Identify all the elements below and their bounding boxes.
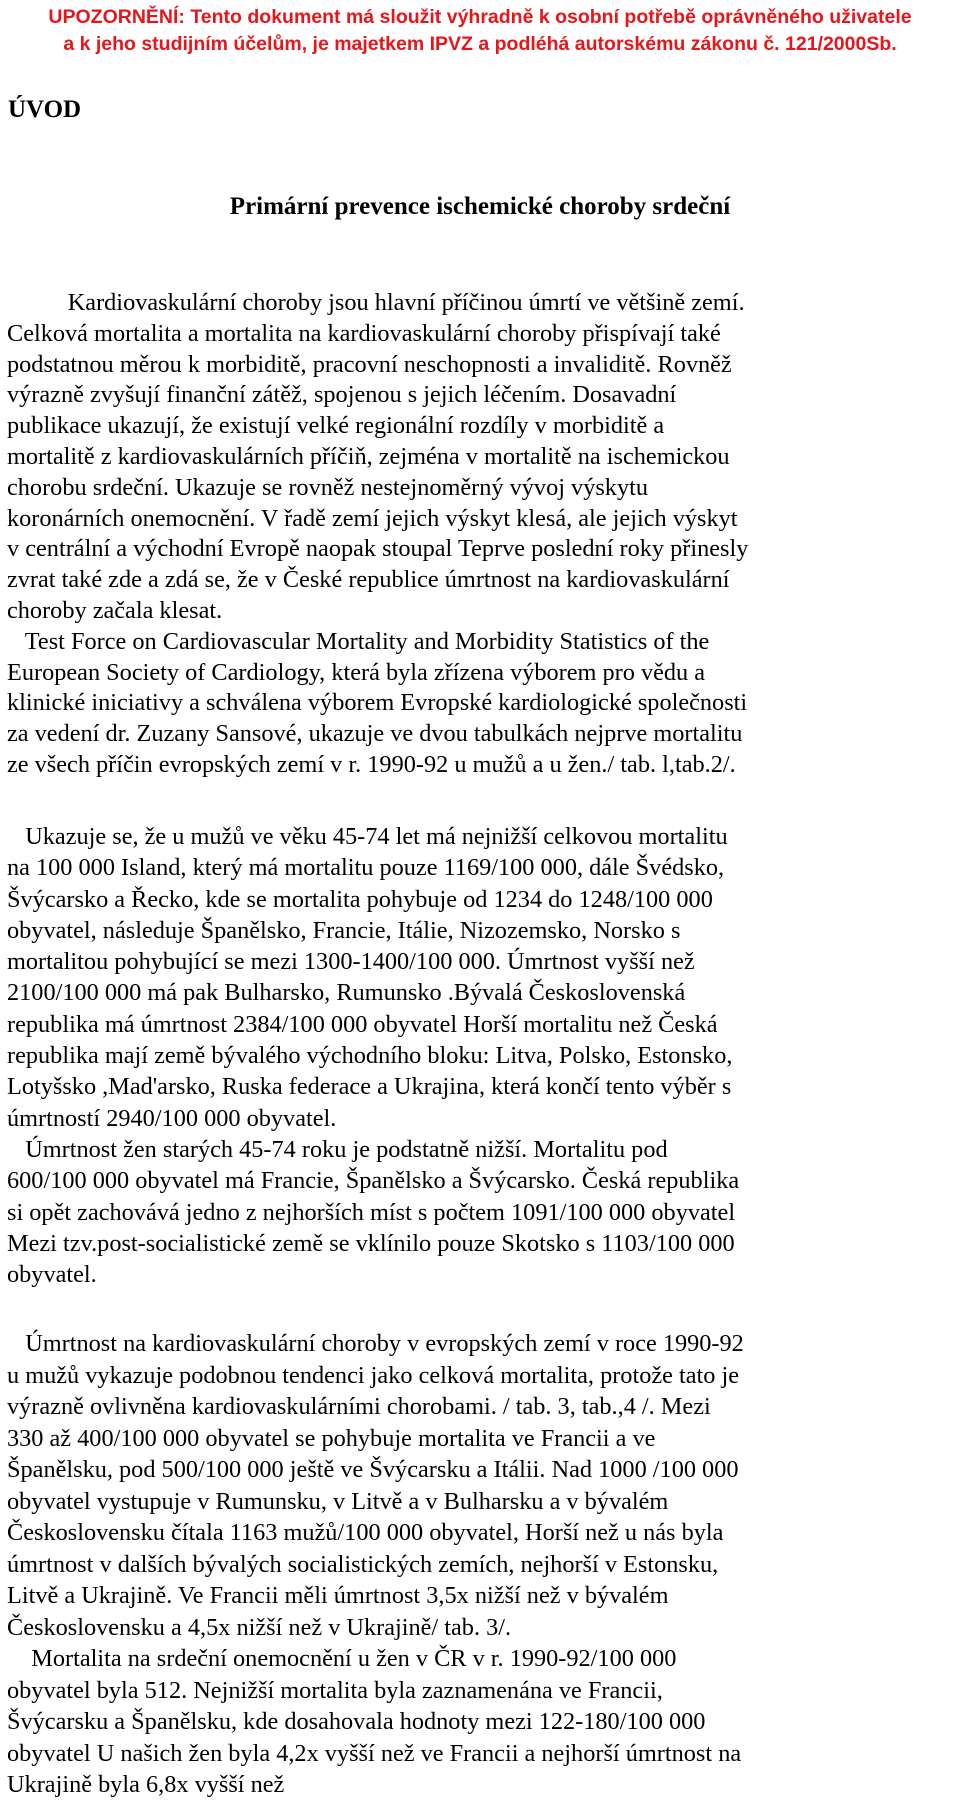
- text-line: 330 až 400/100 000 obyvatel se pohybuje mortalita ve Francii a ve: [7, 1424, 656, 1452]
- text-line: Lotyšsko ,Mad'arsko, Ruska federace a Ukrajina, která končí tento výběr s: [7, 1073, 732, 1101]
- text-line: klinické iniciativy a schválena výborem Evropské kardiologické společnosti: [7, 689, 748, 717]
- text-line: výrazně ovlivněna kardiovaskulárními chorobami. / tab. 3, tab.,4 /. Mezi: [7, 1393, 711, 1420]
- paragraph-block-cardio-mortality: [7, 1328, 957, 1801]
- text-line: publikace ukazují, že existují velké regionální rozdíly v morbiditě a: [7, 412, 665, 440]
- text-line: Ukazuje se, že u mužů ve věku 45-74 let má nejnižší celkovou mortalitu: [7, 823, 728, 850]
- copyright-warning: [0, 4, 960, 58]
- text-line: Mortalita na srdeční onemocnění u žen v ČR v r. 1990-92/100 000: [7, 1645, 677, 1672]
- text-line: Mezi tzv.post-socialistické země se vklínilo pouze Skotsko s 1103/100 000: [7, 1229, 735, 1257]
- text-line: výrazně zvyšují finanční zátěž, spojenou s jejich léčením. Dosavadní: [7, 381, 677, 409]
- text-line: mortalitě z kardiovaskulárních příčiň, zejména v mortalitě na ischemickou: [7, 442, 730, 470]
- text-line: obyvatel byla 512. Nejnižší mortalita byla zaznamenána ve Francii,: [7, 1676, 663, 1704]
- section-heading: ÚVOD: [8, 96, 82, 123]
- text-line: úmrtností 2940/100 000 obyvatel.: [7, 1104, 337, 1132]
- text-line: Úmrtnost žen starých 45-74 roku je podstatně nižší. Mortalitu pod: [7, 1135, 668, 1163]
- text-line: si opět zachovává jedno z nejhorších míst s počtem 1091/100 000 obyvatel: [7, 1198, 736, 1226]
- text-line: Švýcarsko a Řecko, kde se mortalita pohybuje od 1234 do 1248/100 000: [7, 885, 713, 913]
- paragraph-block-men-mortality: [7, 821, 957, 1290]
- text-line: mortalitou pohybující se mezi 1300-1400/100 000. Úmrtnost vyšší než: [7, 948, 695, 976]
- warning-line-2: a k jeho studijním účelům, je majetkem IPVZ a podléhá autorskému zákonu č. 121/2000Sb.: [63, 33, 897, 55]
- text-line: úmrtnost v dalších bývalých socialistických zemích, nejhorší v Estonsku,: [7, 1550, 719, 1578]
- text-line: Španělsku, pod 500/100 000 ještě ve Švýcarsku a Itálii. Nad 1000 /100 000: [7, 1456, 739, 1483]
- text-line: Švýcarsku a Španělsku, kde dosahovala hodnoty mezi 122-180/100 000: [7, 1708, 706, 1735]
- text-line: koronárních onemocnění. V řadě zemí jejich výskyt klesá, ale jejich výskyt: [7, 504, 738, 532]
- text-line: chorobu srdeční. Ukazuje se rovněž nestejnoměrný vývoj výskytu: [7, 473, 648, 501]
- text-line: 2100/100 000 má pak Bulharsko, Rumunsko .Bývalá Československá: [7, 979, 686, 1007]
- text-line: republika mají země bývalého východního bloku: Litva, Polsko, Estonsko,: [7, 1042, 733, 1070]
- text-line: ze všech příčin evropských zemí v r. 1990-92 u mužů a u žen./ tab. l,tab.2/.: [7, 750, 736, 778]
- text-line: 600/100 000 obyvatel má Francie, Španělsko a Švýcarsko. Česká republika: [7, 1167, 740, 1195]
- paragraph-block-intro: [7, 288, 957, 781]
- text-line: obyvatel.: [7, 1261, 97, 1289]
- text-line: republika má úmrtnost 2384/100 000 obyvatel Horší mortalitu než Česká: [7, 1010, 718, 1038]
- text-line: choroby začala klesat.: [7, 596, 223, 624]
- text-line: Litvě a Ukrajině. Ve Francii měli úmrtnost 3,5x nižší než v bývalém: [7, 1582, 669, 1609]
- text-line: u mužů vykazuje podobnou tendenci jako celková mortalita, protože tato je: [7, 1361, 740, 1389]
- text-line: Úmrtnost na kardiovaskulární choroby v evropských zemí v roce 1990-92: [7, 1330, 744, 1357]
- text-line: Ukrajině byla 6,8x vyšší než: [7, 1771, 285, 1798]
- warning-line-1: UPOZORNĚNÍ: Tento dokument má sloužit výhradně k osobní potřebě oprávněného uživatele: [48, 6, 912, 28]
- text-line: Celková mortalita a mortalita na kardiovaskulární choroby přispívají také: [7, 319, 721, 347]
- text-line: obyvatel vystupuje v Rumunsku, v Litvě a v Bulharsku a v bývalém: [7, 1487, 669, 1515]
- text-line: zvrat také zde a zdá se, že v České republice úmrtnost na kardiovaskulární: [7, 566, 730, 594]
- text-line: Československu čítala 1163 mužů/100 000 obyvatel, Horší než u nás byla: [7, 1519, 724, 1546]
- document-subtitle: Primární prevence ischemické choroby srdeční: [229, 193, 731, 220]
- text-line: Test Force on Cardiovascular Mortality and Morbidity Statistics of the: [7, 627, 710, 655]
- text-line: za vedení dr. Zuzany Sansové, ukazuje ve dvou tabulkách nejprve mortalitu: [7, 720, 743, 748]
- text-line: European Society of Cardiology, která byla zřízena výborem pro vědu a: [7, 658, 706, 686]
- text-line: obyvatel, následuje Španělsko, Francie, Itálie, Nizozemsko, Norsko s: [7, 916, 681, 944]
- text-line: Kardiovaskulární choroby jsou hlavní příčinou úmrtí ve většině zemí.: [7, 289, 745, 316]
- text-line: obyvatel U našich žen byla 4,2x vyšší než ve Francii a nejhorší úmrtnost na: [7, 1739, 742, 1767]
- text-line: podstatnou měrou k morbiditě, pracovní neschopnosti a invaliditě. Rovněž: [7, 350, 732, 378]
- text-line: na 100 000 Island, který má mortalitu pouze 1169/100 000, dále Švédsko,: [7, 854, 725, 882]
- text-line: v centrální a východní Evropě naopak stoupal Teprve poslední roky přinesly: [7, 535, 749, 563]
- text-line: Československu a 4,5x nižší než v Ukrajině/ tab. 3/.: [7, 1613, 512, 1641]
